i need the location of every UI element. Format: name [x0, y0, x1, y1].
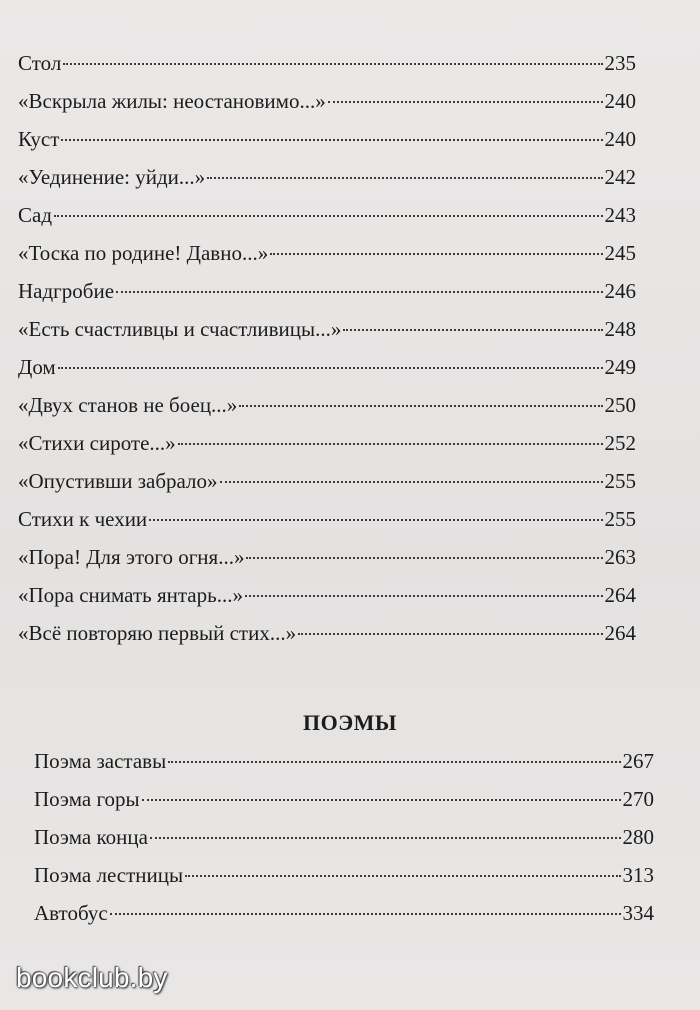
toc-entry-title: Поэма горы: [34, 787, 140, 811]
watermark: bookclub.by: [16, 962, 168, 993]
toc-entry-title: Надгробие: [18, 279, 115, 303]
toc-entry-title: Поэма лестницы: [34, 863, 184, 887]
toc-entry-page: 235: [604, 51, 636, 75]
toc-entry-page: 242: [604, 165, 636, 189]
toc-entry: [18, 618, 636, 648]
toc-entry-title: Стол: [18, 51, 62, 75]
toc-entry-title: «Тоска по родине! Давно...»: [18, 241, 269, 265]
toc-entry-page: 240: [604, 127, 636, 151]
toc-entry-page: 270: [622, 787, 654, 811]
toc-entry-title: «Пора! Для этого огня...»: [18, 545, 245, 569]
toc-entry: [18, 580, 636, 610]
toc-entry-title: «Стихи сироте...»: [18, 431, 176, 455]
toc-entry: [18, 314, 636, 344]
toc-entry: [18, 390, 636, 420]
dot-leader: [343, 329, 602, 331]
toc-entry: [18, 428, 636, 458]
toc-entry-page: 255: [604, 469, 636, 493]
toc-entry-page: 255: [604, 507, 636, 531]
dot-leader: [298, 633, 602, 635]
toc-entry-page: 252: [604, 431, 636, 455]
toc-entry-title: Куст: [18, 127, 60, 151]
dot-leader: [63, 63, 602, 65]
toc-entry-title: Поэма заставы: [34, 749, 167, 773]
toc-entry: [34, 784, 654, 814]
toc-entry-title: Поэма конца: [34, 825, 148, 849]
toc-entry: [18, 200, 636, 230]
toc-entry: [18, 238, 636, 268]
toc-entry: [34, 860, 654, 890]
toc-entry-page: 248: [604, 317, 636, 341]
toc-entry: [34, 898, 654, 928]
toc-entry-title: «Уединение: уйди...»: [18, 165, 206, 189]
toc-entry-page: 249: [604, 355, 636, 379]
toc-entry-page: 264: [604, 621, 636, 645]
toc-entry: [18, 466, 636, 496]
dot-leader: [178, 443, 603, 445]
toc-entry-title: Стихи к чехии: [18, 507, 148, 531]
toc-entry: [18, 48, 636, 78]
toc-entry-title: «Есть счастливцы и счастливицы...»: [18, 317, 342, 341]
dot-leader: [246, 557, 602, 559]
dot-leader: [207, 177, 602, 179]
toc-entry-title: Дом: [18, 355, 56, 379]
toc-entry-title: Автобус: [34, 901, 108, 925]
dot-leader: [58, 367, 603, 369]
toc-entry: [18, 162, 636, 192]
toc-entry-page: 334: [622, 901, 654, 925]
toc-entry: [18, 124, 636, 154]
dot-leader: [328, 101, 603, 103]
dot-leader: [185, 875, 620, 877]
toc-entry-page: 240: [604, 89, 636, 113]
toc-entry-page: 280: [622, 825, 654, 849]
toc-entry-page: 267: [622, 749, 654, 773]
dot-leader: [116, 291, 602, 293]
dot-leader: [168, 761, 620, 763]
toc-entry: [18, 504, 636, 534]
toc-entry-title: Сад: [18, 203, 53, 227]
toc-entry-title: «Пора снимать янтарь...»: [18, 583, 243, 607]
toc-entry: [18, 542, 636, 572]
toc-entry-page: 243: [604, 203, 636, 227]
toc-entry-title: «Двух станов не боец...»: [18, 393, 238, 417]
dot-leader: [54, 215, 602, 217]
toc-entry-title: «Опустивши забрало»: [18, 469, 218, 493]
toc-entry-page: 246: [604, 279, 636, 303]
dot-leader: [142, 799, 621, 801]
toc-entry-page: 250: [604, 393, 636, 417]
section-heading: ПОЭМЫ: [302, 710, 397, 735]
dot-leader: [149, 519, 602, 521]
dot-leader: [239, 405, 602, 407]
dot-leader: [220, 481, 603, 483]
dot-leader: [270, 253, 602, 255]
dot-leader: [245, 595, 603, 597]
toc-entry-title: «Всё повторяю первый стих...»: [18, 621, 297, 645]
dot-leader: [61, 139, 602, 141]
toc-entry: [18, 86, 636, 116]
toc-entry-page: 263: [604, 545, 636, 569]
toc-entry-page: 245: [604, 241, 636, 265]
toc-entry: [18, 276, 636, 306]
toc-entry: [34, 822, 654, 852]
dot-leader: [110, 913, 621, 915]
toc-entry-title: «Вскрыла жилы: неостановимо...»: [18, 89, 326, 113]
dot-leader: [150, 837, 621, 839]
toc-entry-page: 313: [622, 863, 654, 887]
toc-entry-page: 264: [604, 583, 636, 607]
toc-entry: [34, 746, 654, 776]
toc-entry: [18, 352, 636, 382]
